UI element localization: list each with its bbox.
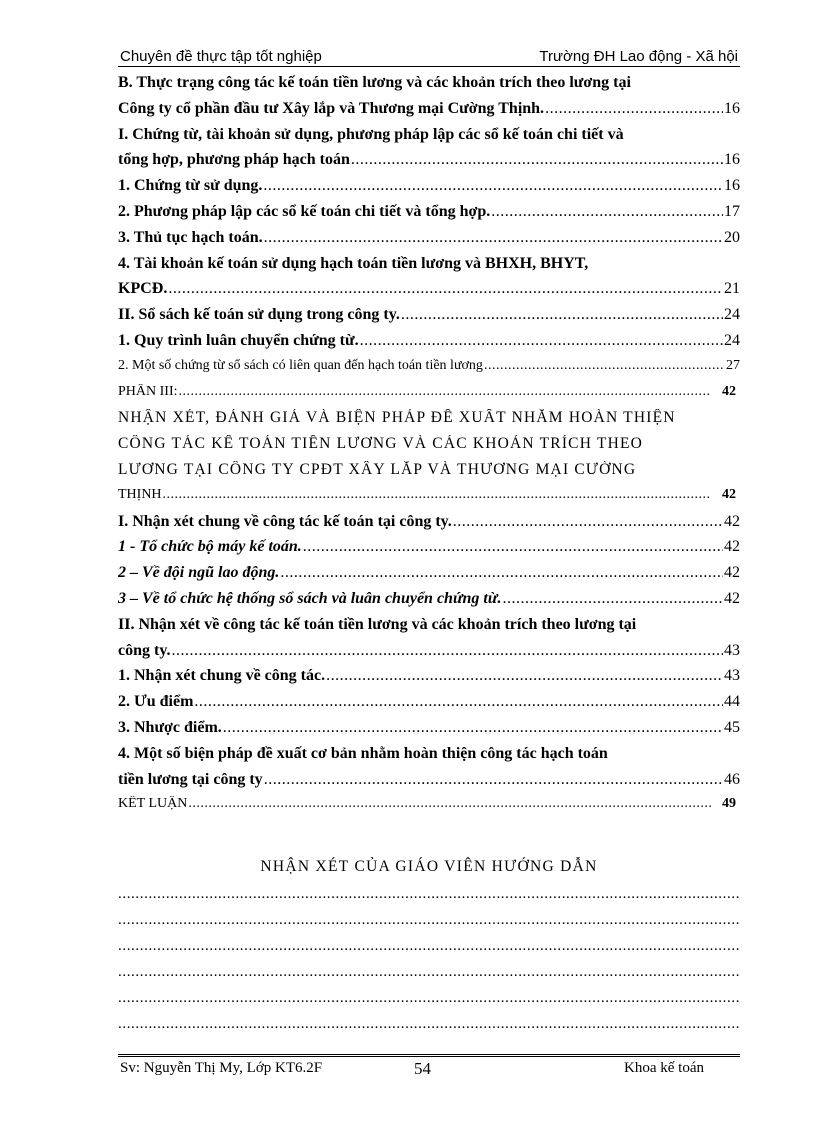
toc-entry (118, 771, 740, 797)
review-dotted-line (118, 964, 740, 984)
toc-entry-page: 43 (724, 667, 740, 685)
toc-entry-page: 42 (724, 564, 740, 582)
toc-leader-dots (171, 642, 723, 660)
toc-entry-page: 17 (724, 202, 740, 220)
toc-entry (118, 435, 740, 461)
toc-leader-dots (223, 719, 723, 737)
toc-entry-page: 42 (722, 383, 736, 399)
toc-entry-text: 1. Nhận xét chung về công tác. (118, 667, 326, 685)
toc-leader-dots (502, 590, 723, 608)
toc-leader-dots (263, 177, 723, 195)
toc-entry-text: tổng hợp, phương pháp hạch toán (118, 151, 350, 169)
toc-entry-page: 24 (724, 306, 740, 324)
toc-leader-dots (303, 538, 723, 556)
toc-entry-page: 46 (724, 770, 740, 788)
toc-entry-page: 44 (724, 693, 740, 711)
toc-entry-text: CÔNG TÁC KẾ TOÁN TIỀN LƯƠNG VÀ CÁC KHOẢN TRÍCH THEO (118, 435, 644, 453)
review-dotted-line (118, 886, 740, 906)
footer-student: Sv: Nguyễn Thị My, Lớp KT6.2F (120, 1060, 323, 1076)
toc-leader-dots (401, 306, 723, 324)
review-dotted-line (118, 938, 740, 958)
review-dotted-line (118, 912, 740, 932)
toc-entry-text: 2. Ưu điểm (118, 693, 194, 711)
toc-entry (118, 719, 740, 745)
toc-entry-text: 4. Một số biện pháp đề xuất cơ bản nhằm hoàn thiện công tác hạch toán (118, 744, 608, 762)
toc-entry (118, 590, 740, 616)
toc-entry-page: 42 (724, 589, 740, 607)
toc-entry-text: KPCĐ. (118, 280, 168, 298)
toc-entry-text: I. Nhận xét chung về công tác kế toán tại công ty. (118, 512, 452, 530)
toc-entry (118, 796, 740, 822)
toc-entry-page: 27 (726, 357, 740, 373)
toc-entry-text: 2. Một số chứng từ sổ sách có liên quan đến hạch toán tiền lương (118, 357, 483, 373)
toc-entry-text: 2. Phương pháp lập các sổ kế toán chi tiết và tổng hợp. (118, 202, 491, 220)
toc-leader-dots (168, 280, 723, 298)
page-header (118, 44, 740, 67)
toc-entry (118, 203, 740, 229)
toc-entry-page: 42 (724, 538, 740, 556)
toc-entry-page: 49 (722, 796, 736, 812)
toc-entry-text: 1. Quy trình luân chuyển chứng từ. (118, 331, 359, 349)
page-number: 54 (414, 1059, 431, 1078)
toc-leader-dots (179, 384, 712, 400)
toc-entry (118, 151, 740, 177)
toc-leader-dots (491, 203, 723, 221)
toc-entry (118, 280, 740, 306)
toc-leader-dots (360, 332, 723, 350)
toc-entry-text: II. Sổ sách kế toán sử dụng trong công ty. (118, 306, 400, 324)
toc-leader-dots (264, 229, 723, 247)
header-right: Trường ĐH Lao động - Xã hội (539, 48, 738, 65)
toc-entry (118, 306, 740, 332)
toc-entry-text: I. Chứng từ, tài khoản sử dụng, phương pháp lập các sổ kế toán chi tiết và (118, 125, 624, 143)
toc-leader-dots (280, 564, 723, 582)
page-footer (118, 1054, 740, 1079)
toc-entry (118, 616, 740, 642)
toc-entry-page: 43 (724, 641, 740, 659)
header-left: Chuyên đề thực tập tốt nghiệp (120, 48, 322, 65)
toc-entry (118, 693, 740, 719)
table-of-contents (118, 74, 740, 822)
toc-entry (118, 100, 740, 126)
toc-entry-page: 16 (724, 177, 740, 195)
toc-entry-page: 42 (724, 512, 740, 530)
toc-entry-text: 4. Tài khoản kế toán sử dụng hạch toán tiền lương và BHXH, BHYT, (118, 254, 589, 272)
toc-entry-text: 3 – Về tổ chức hệ thống sổ sách và luân chuyển chứng từ. (118, 589, 502, 607)
toc-entry-page: 16 (724, 151, 740, 169)
toc-entry-page: 24 (724, 331, 740, 349)
toc-entry-page: 20 (724, 228, 740, 246)
review-section-title: NHẬN XÉT CỦA GIÁO VIÊN HƯỚNG DẪN (260, 858, 598, 875)
toc-entry (118, 667, 740, 693)
toc-entry (118, 745, 740, 771)
toc-entry-text: 1. Chứng từ sử dụng. (118, 177, 263, 195)
toc-entry-text: THỊNH (118, 486, 162, 502)
toc-entry (118, 358, 740, 384)
toc-leader-dots (484, 358, 725, 374)
toc-entry-page: 21 (724, 280, 740, 298)
toc-entry-page: 45 (724, 718, 740, 736)
toc-entry (118, 229, 740, 255)
toc-entry (118, 126, 740, 152)
toc-leader-dots (351, 151, 723, 169)
toc-entry-text: 1 - Tổ chức bộ máy kế toán. (118, 538, 302, 556)
toc-entry (118, 177, 740, 203)
toc-entry-text: LƯƠNG TẠI CÔNG TY CPĐT XÂY LẮP VÀ THƯƠNG MẠI CƯỜNG (118, 460, 637, 478)
toc-entry (118, 487, 740, 513)
toc-leader-dots (264, 771, 723, 789)
toc-entry-text: công ty. (118, 641, 171, 659)
toc-entry (118, 538, 740, 564)
toc-leader-dots (545, 100, 723, 118)
toc-leader-dots (188, 796, 711, 812)
toc-entry (118, 564, 740, 590)
toc-entry (118, 74, 740, 100)
toc-entry (118, 409, 740, 435)
toc-entry-text: 3. Thủ tục hạch toán. (118, 228, 263, 246)
toc-entry-text: 3. Nhược điểm. (118, 718, 222, 736)
toc-entry (118, 513, 740, 539)
review-dotted-line (118, 990, 740, 1010)
toc-entry-page: 16 (724, 99, 740, 117)
toc-entry-text: B. Thực trạng công tác kế toán tiền lương và các khoản trích theo lương tại (118, 74, 631, 91)
toc-entry-text: NHẬN XÉT, ĐÁNH GIÁ VÀ BIỆN PHÁP ĐỀ XUẤT NHẰM HOÀN THIỆN (118, 409, 676, 427)
toc-entry-text: 2 – Về đội ngũ lao động. (118, 564, 280, 582)
toc-entry-text: tiền lương tại công ty (118, 770, 263, 788)
toc-entry (118, 255, 740, 281)
toc-entry (118, 642, 740, 668)
toc-leader-dots (453, 513, 723, 531)
toc-entry-text: II. Nhận xét về công tác kế toán tiền lương và các khoản trích theo lương tại (118, 615, 637, 633)
toc-entry-text: PHẦN III: (118, 383, 178, 399)
review-dotted-line (118, 1016, 740, 1036)
toc-entry (118, 461, 740, 487)
toc-entry-text: KẾT LUẬN (118, 796, 188, 812)
toc-leader-dots (163, 487, 711, 503)
toc-leader-dots (194, 693, 723, 711)
toc-entry (118, 332, 740, 358)
toc-leader-dots (326, 667, 723, 685)
toc-entry-text: Công ty cổ phần đầu tư Xây lắp và Thương mại Cường Thịnh. (118, 99, 545, 117)
toc-entry-page: 42 (722, 486, 736, 502)
footer-faculty: Khoa kế toán (624, 1060, 704, 1076)
toc-entry (118, 384, 740, 410)
